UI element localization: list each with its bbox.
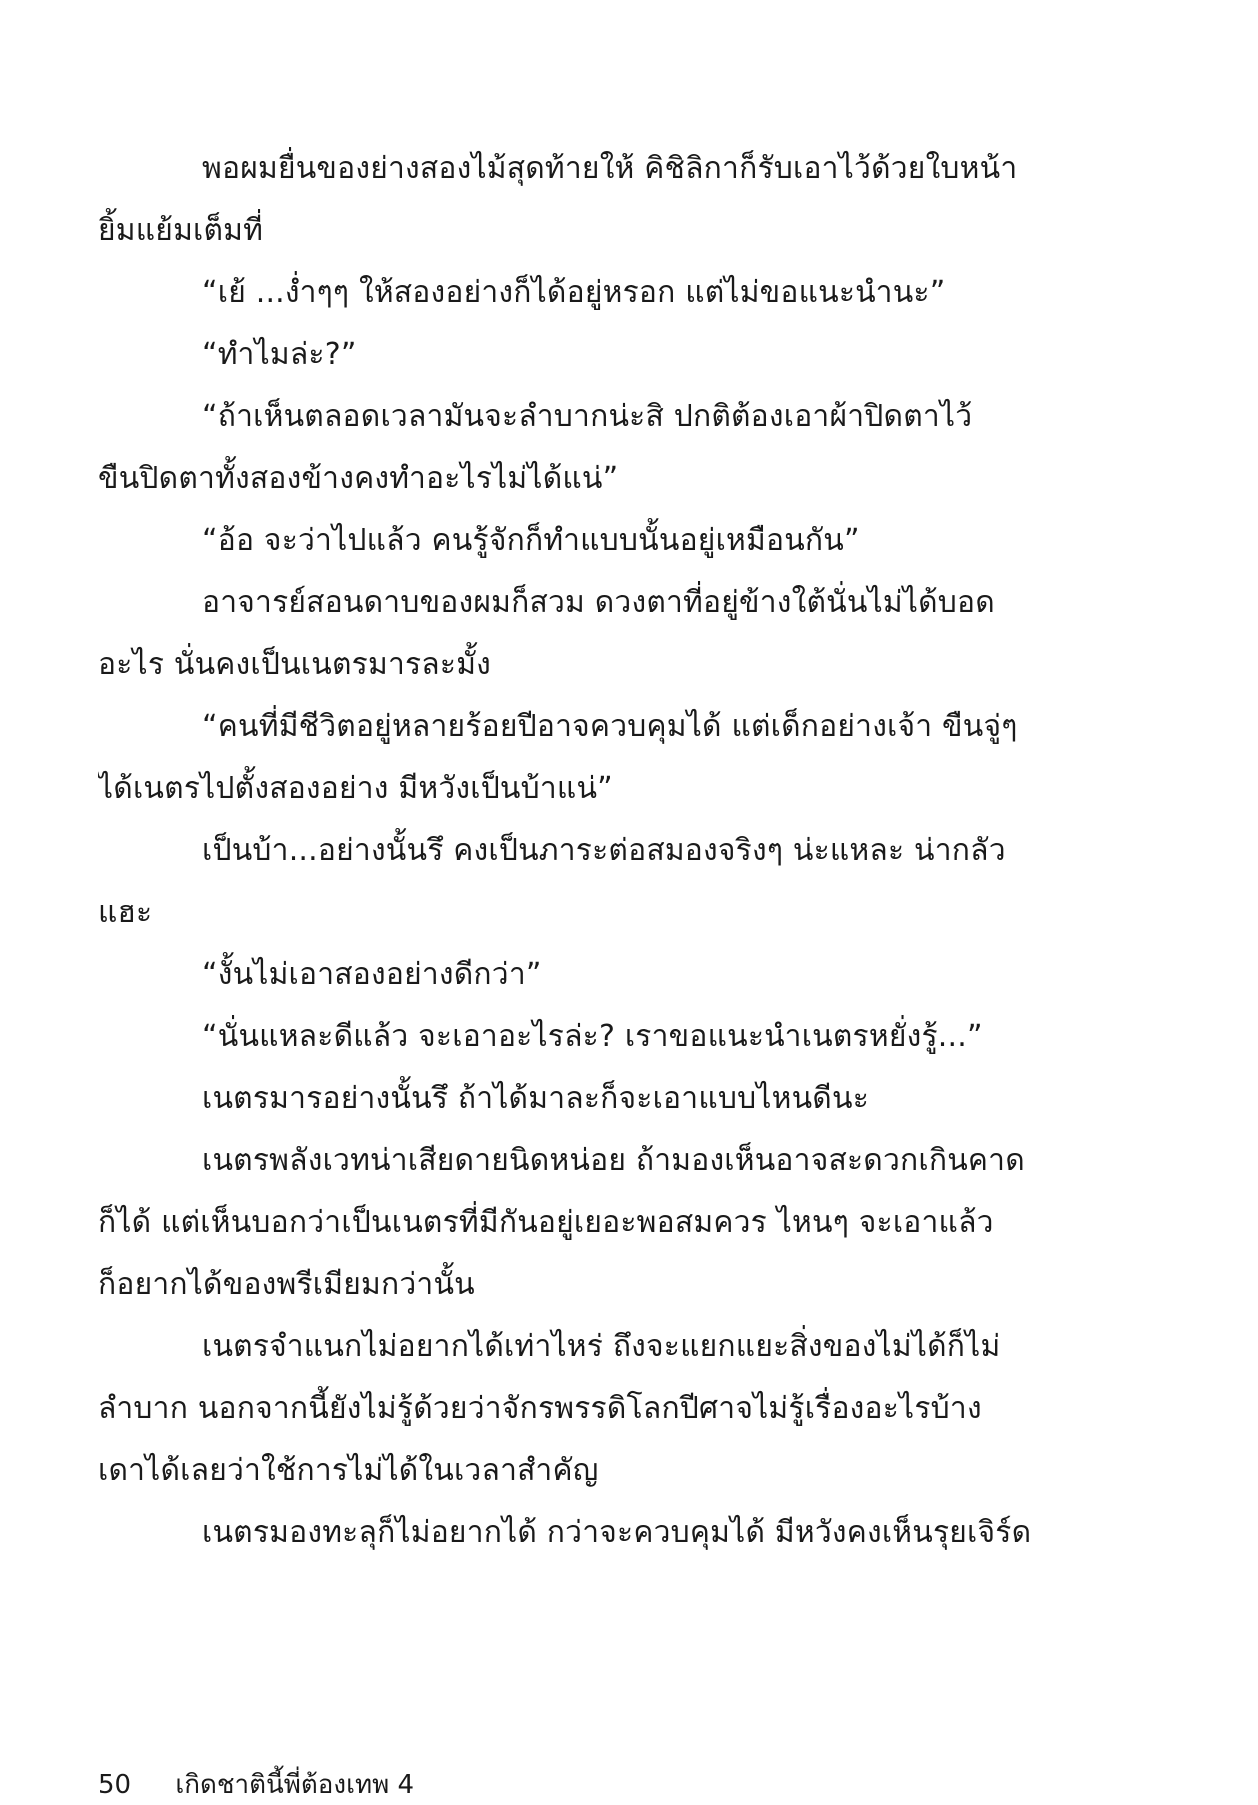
text-line: “อ้อ จะว่าไปแล้ว คนรู้จักก็ทำแบบนั้นอยู่เหมือนกัน” <box>202 523 860 558</box>
page-footer <box>98 1764 414 1805</box>
text-line: เดาได้เลยว่าใช้การไม่ได้ในเวลาสำคัญ <box>98 1453 599 1488</box>
text-line: ก็อยากได้ของพรีเมียมกว่านั้น <box>98 1267 475 1302</box>
book-title: เกิดชาตินี้พี่ต้องเทพ 4 <box>175 1770 415 1800</box>
text-line: เนตรจำแนกไม่อยากได้เท่าไหร่ ถึงจะแยกแยะสิ่งของไม่ได้ก็ไม่ <box>202 1329 1001 1364</box>
text-line: อาจารย์สอนดาบของผมก็สวม ดวงตาที่อยู่ข้างใต้นั่นไม่ได้บอด <box>202 585 995 620</box>
text-line: “คนที่มีชีวิตอยู่หลายร้อยปีอาจควบคุมได้ แต่เด็กอย่างเจ้า ขืนจู่ๆ <box>202 709 1018 744</box>
text-line: ลำบาก นอกจากนี้ยังไม่รู้ด้วยว่าจักรพรรดิโลกปีศาจไม่รู้เรื่องอะไรบ้าง <box>98 1391 982 1426</box>
text-line: ยิ้มแย้มเต็มที่ <box>98 213 264 248</box>
text-line: เนตรมารอย่างนั้นรึ ถ้าได้มาละก็จะเอาแบบไหนดีนะ <box>202 1081 870 1116</box>
text-line: “ถ้าเห็นตลอดเวลามันจะลำบากน่ะสิ ปกติต้องเอาผ้าปิดตาไว้ <box>202 399 973 434</box>
text-line: แฮะ <box>98 895 153 930</box>
text-line: “ทำไมล่ะ?” <box>202 337 357 372</box>
text-line: พอผมยื่นของย่างสองไม้สุดท้ายให้ คิชิลิกาก็รับเอาไว้ด้วยใบหน้า <box>202 151 1018 186</box>
text-line: อะไร นั่นคงเป็นเนตรมารละมั้ง <box>98 647 492 682</box>
text-line: “เย้ ...ง่ำๆๆ ให้สองอย่างก็ได้อยู่หรอก แต่ไม่ขอแนะนำนะ” <box>202 275 946 310</box>
page-number: 50 <box>98 1770 132 1800</box>
text-line: ขืนปิดตาทั้งสองข้างคงทำอะไรไม่ได้แน่” <box>98 461 619 496</box>
text-line: ก็ได้ แต่เห็นบอกว่าเป็นเนตรที่มีกันอยู่เยอะพอสมควร ไหนๆ จะเอาแล้ว <box>98 1205 994 1240</box>
text-line: เป็นบ้า...อย่างนั้นรึ คงเป็นภาระต่อสมองจริงๆ น่ะแหละ น่ากลัว <box>202 833 1006 868</box>
text-line: ได้เนตรไปตั้งสองอย่าง มีหวังเป็นบ้าแน่” <box>98 771 613 806</box>
text-line: “นั่นแหละดีแล้ว จะเอาอะไรล่ะ? เราขอแนะนำเนตรหยั่งรู้...” <box>202 1019 983 1054</box>
text-line: เนตรพลังเวทน่าเสียดายนิดหน่อย ถ้ามองเห็นอาจสะดวกเกินคาด <box>202 1143 1025 1178</box>
body-text <box>98 138 1038 1564</box>
text-line: “งั้นไม่เอาสองอย่างดีกว่า” <box>202 957 542 992</box>
text-line: เนตรมองทะลุก็ไม่อยากได้ กว่าจะควบคุมได้ มีหวังคงเห็นรุยเจิร์ด <box>202 1515 1032 1550</box>
